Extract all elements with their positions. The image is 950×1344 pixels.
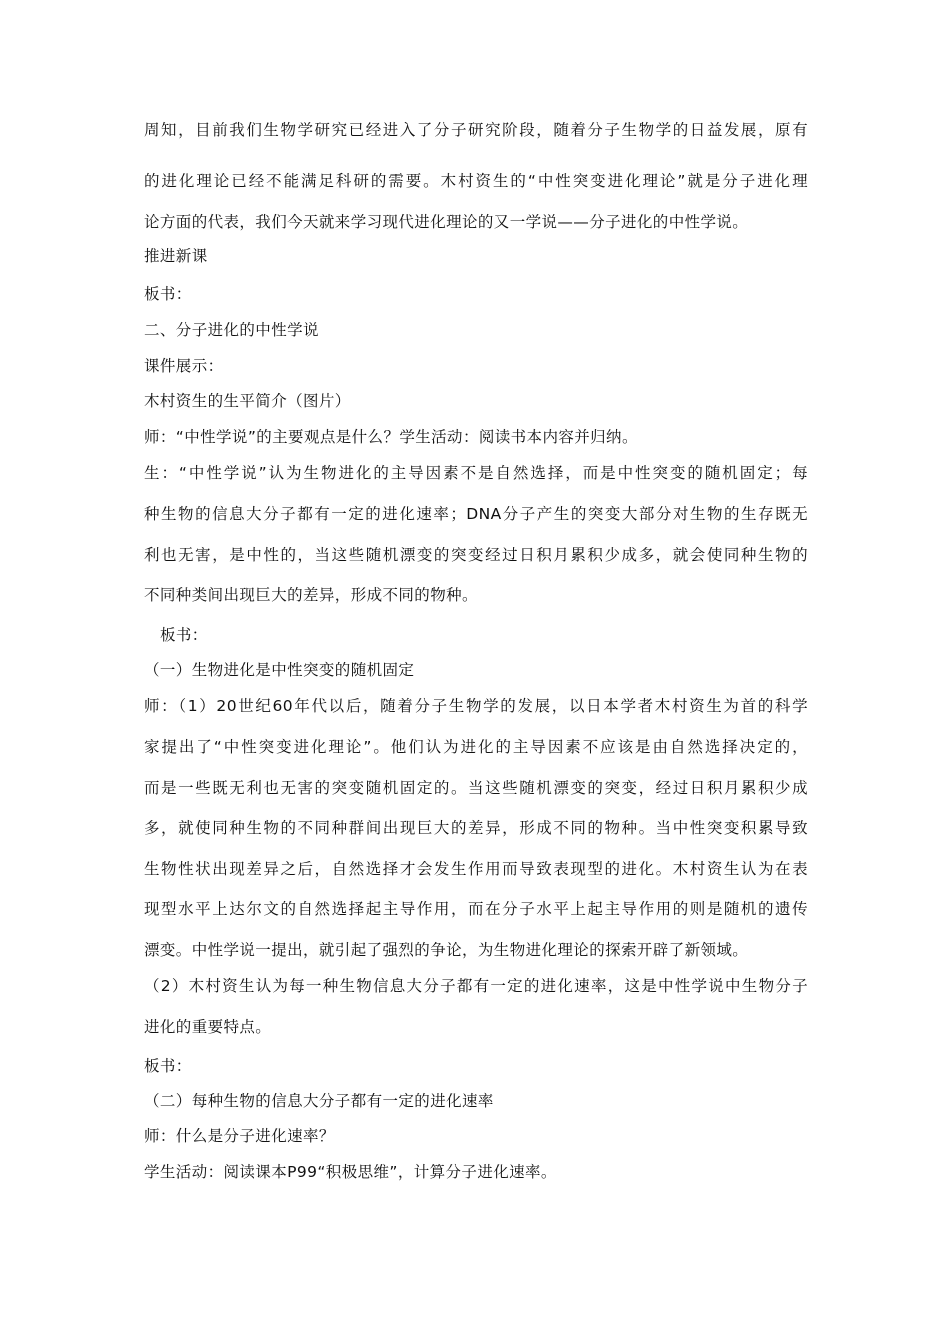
paragraph-line: 板书： (144, 1057, 192, 1075)
paragraph-line: 课件展示： (144, 357, 224, 375)
paragraph-line: 师：什么是分子进化速率？ (144, 1127, 335, 1145)
paragraph-line: 利也无害，是中性的，当这些随机漂变的突变经过日积月累积少成多，就会使同种生物的 (144, 546, 808, 564)
paragraph-line: 木村资生的生平简介（图片） (144, 392, 351, 410)
paragraph-line: 的进化理论已经不能满足科研的需要。木村资生的“中性突变进化理论”就是分子进化理 (144, 172, 808, 190)
paragraph-line: 板书： (160, 626, 208, 644)
paragraph-line: 论方面的代表，我们今天就来学习现代进化理论的又一学说——分子进化的中性学说。 (144, 213, 749, 231)
paragraph-line: 板书： (144, 285, 192, 303)
paragraph-line: 周知，目前我们生物学研究已经进入了分子研究阶段，随着分子生物学的日益发展，原有 (144, 121, 808, 139)
paragraph-line: 漂变。中性学说一提出，就引起了强烈的争论，为生物进化理论的探索开辟了新领域。 (144, 941, 749, 959)
paragraph-line: 现型水平上达尔文的自然选择起主导作用，而在分子水平上起主导作用的则是随机的遗传 (144, 900, 808, 918)
paragraph-line: 生物性状出现差异之后，自然选择才会发生作用而导致表现型的进化。木村资生认为在表 (144, 860, 808, 878)
paragraph-line: （一）生物进化是中性突变的随机固定 (144, 661, 415, 679)
paragraph-line: 推进新课 (144, 247, 208, 265)
paragraph-line: （二）每种生物的信息大分子都有一定的进化速率 (144, 1092, 494, 1110)
paragraph-line: 师：（1）20世纪60年代以后，随着分子生物学的发展，以日本学者木村资生为首的科学 (144, 697, 808, 715)
paragraph-line: 进化的重要特点。 (144, 1018, 272, 1036)
paragraph-line: 而是一些既无利也无害的突变随机固定的。当这些随机漂变的突变，经过日积月累积少成 (144, 779, 808, 797)
paragraph-line: （2）木村资生认为每一种生物信息大分子都有一定的进化速率，这是中性学说中生物分子 (144, 977, 808, 995)
paragraph-line: 家提出了“中性突变进化理论”。他们认为进化的主导因素不应该是由自然选择决定的， (144, 738, 808, 756)
paragraph-line: 不同种类间出现巨大的差异，形成不同的物种。 (144, 586, 478, 604)
paragraph-line: 学生活动：阅读课本P99“积极思维”，计算分子进化速率。 (144, 1163, 557, 1181)
paragraph-line: 多，就使同种生物的不同种群间出现巨大的差异，形成不同的物种。当中性突变积累导致 (144, 819, 808, 837)
paragraph-line: 种生物的信息大分子都有一定的进化速率；DNA分子产生的突变大部分对生物的生存既无 (144, 505, 808, 523)
paragraph-line: 二、分子进化的中性学说 (144, 321, 319, 339)
paragraph-line: 生：“中性学说”认为生物进化的主导因素不是自然选择，而是中性突变的随机固定；每 (144, 464, 808, 482)
paragraph-line: 师：“中性学说”的主要观点是什么？学生活动：阅读书本内容并归纳。 (144, 428, 638, 446)
